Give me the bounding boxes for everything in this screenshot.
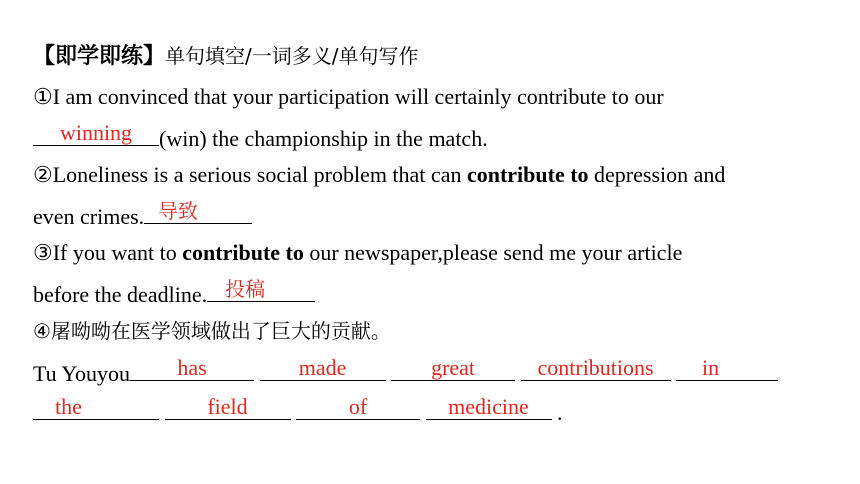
q4-prompt-line	[33, 318, 391, 344]
q4-answer-8: of	[348, 394, 368, 419]
q2-bold: contribute to	[466, 162, 589, 187]
q1-answer: winning	[59, 120, 133, 145]
q4-line1	[33, 355, 778, 387]
q2-lead: even crimes.	[33, 204, 145, 229]
q3-line1	[33, 240, 682, 266]
q2-text-1: ②Loneliness is a serious social problem that can	[33, 162, 467, 187]
q3-text-2: our newspaper,please send me your article	[303, 240, 683, 265]
q2-answer: 导致	[158, 199, 199, 223]
q4-prompt: ④屠呦呦在医学领域做出了巨大的贡献。	[33, 319, 391, 343]
q3-blank[interactable]	[207, 279, 315, 302]
q4-blank-2[interactable]	[260, 355, 386, 381]
q4-blank-5[interactable]	[676, 355, 778, 381]
q2-text-2: depression and	[588, 162, 726, 187]
heading-line	[33, 43, 419, 70]
q3-answer: 投稿	[225, 277, 266, 301]
heading-subtitle: 单句填空/一词多义/单句写作	[165, 44, 419, 68]
q4-blank-1[interactable]	[130, 355, 254, 381]
q1-text: ①I am convinced that your participation will certainly contribute to our	[33, 84, 664, 109]
heading-label: 【即学即练】	[33, 44, 166, 69]
q1-line1	[33, 84, 664, 110]
q4-blank-4[interactable]	[521, 355, 671, 381]
q1-tail: (win) the championship in the match.	[159, 126, 488, 151]
q4-answer-4: contributions	[537, 355, 654, 380]
q2-line2	[33, 201, 252, 230]
q4-blank-7[interactable]	[165, 394, 291, 420]
q3-line2	[33, 279, 315, 308]
q1-blank[interactable]	[33, 120, 159, 146]
q2-line1	[33, 162, 725, 188]
q4-end: .	[551, 400, 563, 425]
q4-blank-8[interactable]	[296, 394, 420, 420]
q4-answer-3: great	[431, 355, 476, 380]
q4-answer-1: has	[177, 355, 207, 380]
q4-answer-7: field	[207, 394, 248, 419]
q4-answer-9: medicine	[448, 394, 529, 419]
q2-blank[interactable]	[144, 201, 252, 224]
q4-line2	[33, 394, 563, 426]
q4-answer-2: made	[298, 355, 347, 380]
q4-lead: Tu Youyou	[33, 361, 131, 386]
q4-blank-6[interactable]	[33, 394, 159, 420]
q4-blank-3[interactable]	[391, 355, 515, 381]
q4-blank-9[interactable]	[426, 394, 552, 420]
q3-text-1: ③If you want to	[33, 240, 183, 265]
q1-line2	[33, 120, 488, 152]
q4-answer-6: the	[55, 394, 82, 419]
q3-bold: contribute to	[182, 240, 304, 265]
q4-answer-5: in	[702, 355, 720, 380]
q3-lead: before the deadline.	[33, 282, 208, 307]
